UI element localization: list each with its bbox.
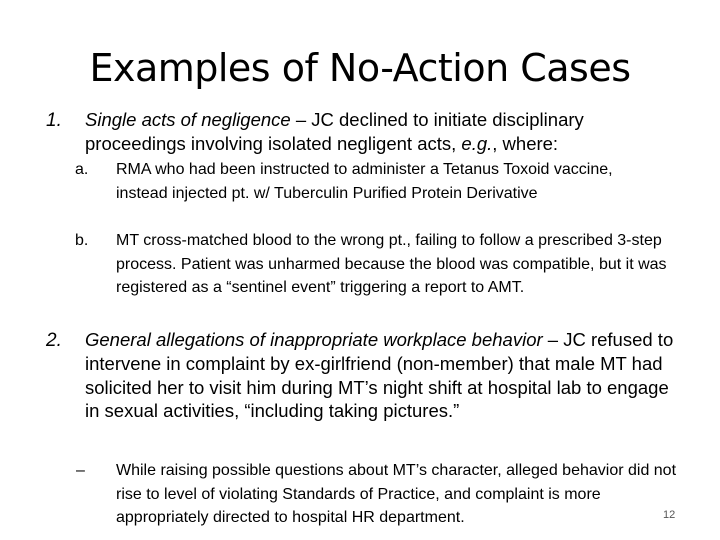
item-2-paragraph (85, 328, 685, 423)
item-2-number: 2. (46, 330, 62, 351)
item-1-text-b: , where: (492, 132, 559, 154)
item-1-heading: Single acts of negligence (85, 109, 291, 130)
item-2-heading: General allegations of inappropriate workplace behavior (85, 329, 543, 350)
subitem-1a-marker: a. (75, 161, 89, 178)
item-1-eg: e.g. (461, 132, 493, 154)
item-1-number: 1. (46, 110, 62, 131)
item-2-text: – JC refused to intervene in complaint by ex-girlfriend (non-member) that male MT had solicited her to visit him during MT’s night shift at hospital lab to engage in sexual activities, “including taking pictures.” (85, 329, 674, 422)
subitem-2-marker: – (76, 462, 85, 479)
slide-title: Examples of No-Action Cases (89, 46, 631, 90)
subitem-1a-text: RMA who had been instructed to administer a Tetanus Toxoid vaccine, instead injected pt. w/ Tuberculin Purified Protein Derivative (116, 161, 613, 202)
page-number: 12 (663, 509, 676, 521)
item-1-paragraph (85, 108, 685, 156)
subitem-1b-text: MT cross-matched blood to the wrong pt., failing to follow a prescribed 3-step process. Patient was unharmed because the blood was compatible, but it was registered as a “sentinel event” triggering a report to AMT. (116, 232, 667, 297)
subitem-1b-marker: b. (75, 232, 89, 249)
item-1-text-a: – JC declined to initiate disciplinary proceedings involving isolated negligent acts, (85, 109, 584, 154)
subitem-2-text: While raising possible questions about MT’s character, alleged behavior did not rise to level of violating Standards of Practice, and complaint is more appropriately directed to hospital HR department. (116, 462, 677, 527)
